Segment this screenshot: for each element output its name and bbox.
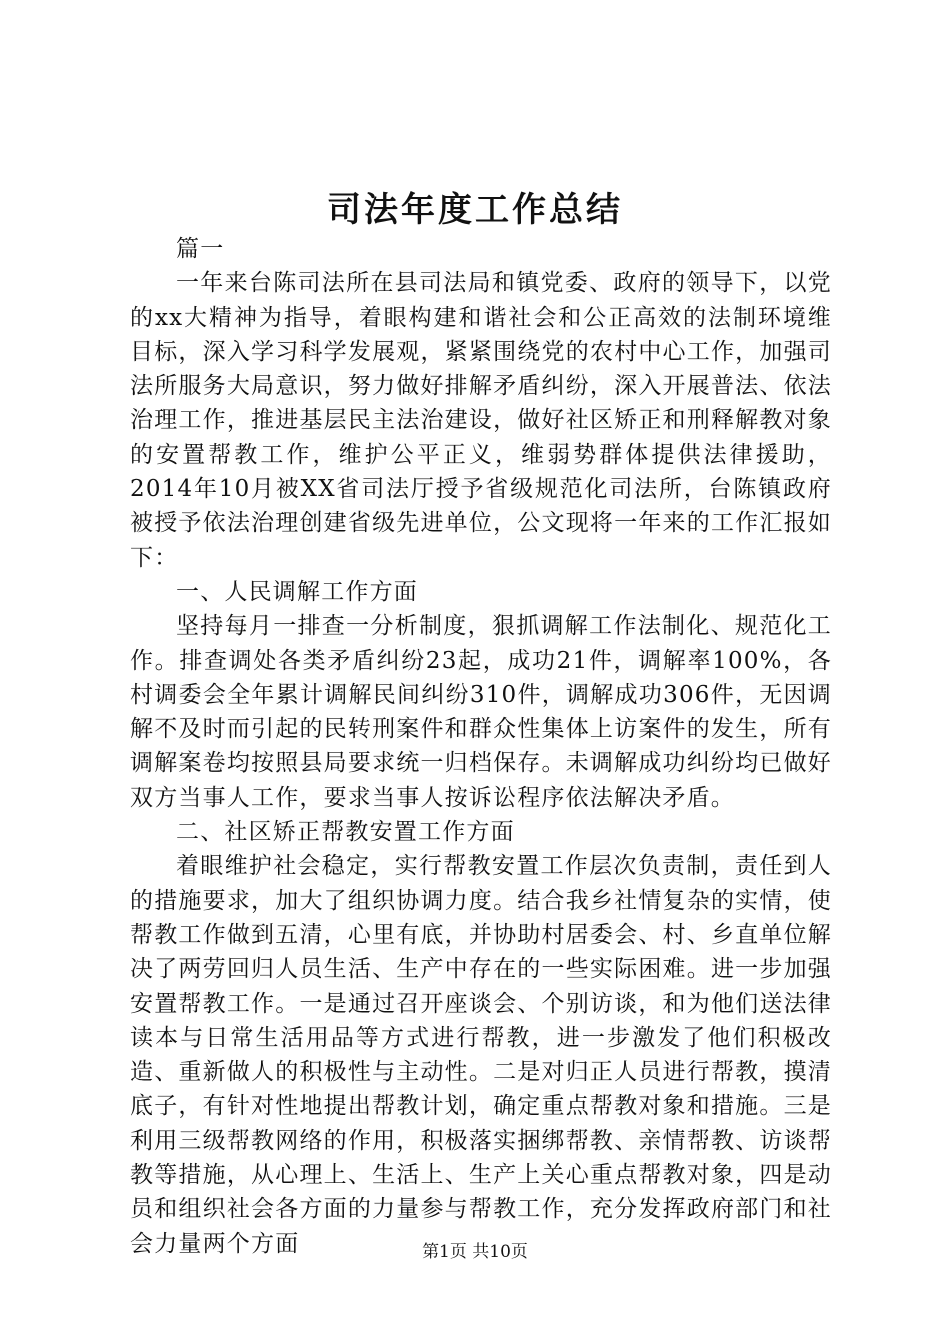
section-heading-community-correction: 二、社区矫正帮教安置工作方面 (176, 819, 515, 846)
community-correction-paragraph: 着眼维护社会稳定，实行帮教安置工作层次负责制，责任到人的措施要求，加大了组织协调力度。结合我乡社情复杂的实情，使帮教工作做到五清，心里有底，并协助村居委会、村、乡直单位解决了两劳回归人员生活、生产中存在的一些实际困难。进一步加强安置帮教工作。一是通过召开座谈会、个别访谈，和为他们送法律读本与日常生活用品等方式进行帮教，进一步激发了他们积极改造、重新做人的积极性与主动性。二是对归正人员进行帮教，摸清底子，有针对性地提出帮教计划，确定重点帮教对象和措施。三是利用三级帮教网络的作用，积极落实捆绑帮教、亲情帮教、访谈帮教等措施，从心理上、生活上、生产上关心重点帮教对象，四是动员和组织社会各方面的力量参与帮教工作，充分发挥政府部门和社会力量两个方面 (130, 853, 832, 1257)
page-footer: 第1页 共10页 (422, 1242, 528, 1262)
mediation-paragraph: 坚持每月一排查一分析制度，狠抓调解工作法制化、规范化工作。排查调处各类矛盾纠纷23起，成功21件，调解率100%，各村调委会全年累计调解民间纠纷310件，调解成功306件，无因调解不及时而引起的民转刑案件和群众性集体上访案件的发生，所有调解案卷均按照县局要求统一归档保存。未调解成功纠纷均已做好双方当事人工作，要求当事人按诉讼程序依法解决矛盾。 (130, 613, 832, 811)
section-heading-mediation: 一、人民调解工作方面 (176, 578, 418, 605)
document-body (130, 232, 832, 1261)
document-title: 司法年度工作总结 (327, 190, 623, 230)
section-label: 篇一 (176, 236, 225, 262)
intro-paragraph: 一年来台陈司法所在县司法局和镇党委、政府的领导下，以党的xx大精神为指导，着眼构建和谐社会和公正高效的法制环境维目标，深入学习科学发展观，紧紧围绕党的农村中心工作，加强司法所服务大局意识，努力做好排解矛盾纠纷，深入开展普法、依法治理工作，推进基层民主法治建设，做好社区矫正和刑释解教对象的安置帮教工作，维护公平正义，维弱势群体提供法律援助，2014年10月被XX省司法厅授予省级规范化司法所，台陈镇政府被授予依法治理创建省级先进单位，公文现将一年来的工作汇报如下： (130, 270, 832, 571)
